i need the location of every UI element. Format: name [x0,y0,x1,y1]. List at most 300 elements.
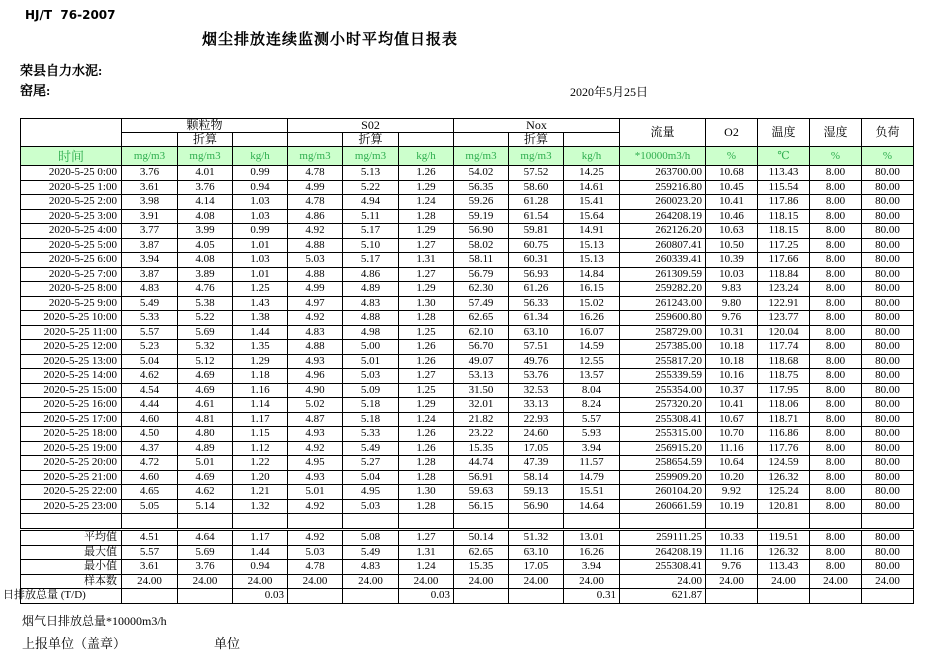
unit-header: mg/m3 [122,147,178,166]
value-cell: 8.00 [810,282,862,297]
value-cell: 56.93 [509,267,564,282]
value-cell: 4.88 [288,238,343,253]
value-cell: 80.00 [862,267,914,282]
value-cell: 12.55 [564,354,620,369]
data-row [21,354,914,369]
value-cell: 1.26 [399,354,454,369]
data-row [21,412,914,427]
value-cell: 10.33 [706,531,758,546]
summary-rows [3,531,914,604]
value-cell: 3.94 [122,253,178,268]
value-cell: 4.83 [343,296,399,311]
data-row [21,485,914,500]
time-cell: 2020-5-25 15:00 [21,383,122,398]
value-cell: 3.76 [178,180,233,195]
value-cell: 49.76 [509,354,564,369]
value-cell: 1.15 [233,427,288,442]
value-cell: 24.00 [706,574,758,589]
value-cell: 4.44 [122,398,178,413]
value-cell: 4.08 [178,253,233,268]
value-cell: 1.26 [399,166,454,181]
value-cell: 24.00 [862,574,914,589]
time-cell: 2020-5-25 16:00 [21,398,122,413]
value-cell: 60.31 [509,253,564,268]
value-cell [509,514,564,529]
value-cell: 32.53 [509,383,564,398]
value-cell: 117.74 [758,340,810,355]
unit-header: mg/m3 [343,147,399,166]
time-cell: 2020-5-25 10:00 [21,311,122,326]
value-cell [810,514,862,529]
value-cell: 5.17 [343,224,399,239]
value-cell: 5.69 [178,545,233,560]
value-cell: 1.31 [399,253,454,268]
value-cell: 80.00 [862,311,914,326]
value-cell: 59.19 [454,209,509,224]
value-cell: 9.76 [706,311,758,326]
value-cell: 4.93 [288,470,343,485]
value-cell: 0.99 [233,166,288,181]
value-cell: 5.08 [343,531,399,546]
value-cell: 255339.59 [620,369,706,384]
summary-label-cell: 最小值 [21,560,122,575]
value-cell: 51.32 [509,531,564,546]
value-cell: 3.87 [122,238,178,253]
value-cell: 10.18 [706,340,758,355]
value-cell: 56.15 [454,499,509,514]
value-cell: 57.52 [509,166,564,181]
spacer-cell [288,133,343,147]
value-cell: 57.49 [454,296,509,311]
value-cell: 5.18 [343,398,399,413]
value-cell: 8.00 [810,369,862,384]
value-cell: 117.86 [758,195,810,210]
value-cell: 8.00 [810,195,862,210]
value-cell: 10.67 [706,412,758,427]
value-cell: 5.03 [288,545,343,560]
value-cell: 1.24 [399,412,454,427]
time-cell: 2020-5-25 19:00 [21,441,122,456]
time-cell: 2020-5-25 13:00 [21,354,122,369]
time-cell: 2020-5-25 4:00 [21,224,122,239]
value-cell: 1.38 [233,311,288,326]
value-cell: 4.01 [178,166,233,181]
value-cell: 10.39 [706,253,758,268]
value-cell: 4.92 [288,531,343,546]
value-cell: 5.01 [343,354,399,369]
value-cell: 259216.80 [620,180,706,195]
value-cell: 9.80 [706,296,758,311]
value-cell: 60.75 [509,238,564,253]
value-cell: 0.31 [564,589,620,604]
value-cell: 258729.00 [620,325,706,340]
unit-header: mg/m3 [454,147,509,166]
value-cell: 49.07 [454,354,509,369]
value-cell: 259111.25 [620,531,706,546]
value-cell: 47.39 [509,456,564,471]
value-cell: 57.51 [509,340,564,355]
value-cell: 58.11 [454,253,509,268]
value-cell: 118.06 [758,398,810,413]
value-cell: 4.89 [343,282,399,297]
value-cell: 4.99 [288,282,343,297]
value-cell: 1.27 [399,531,454,546]
unit-header: % [862,147,914,166]
header-row-groups [21,119,914,133]
value-cell: 80.00 [862,340,914,355]
value-cell: 4.93 [288,427,343,442]
value-cell: 255308.41 [620,560,706,575]
value-cell: 11.16 [706,441,758,456]
value-cell: 264208.19 [620,209,706,224]
value-cell [862,589,914,604]
value-cell: 80.00 [862,427,914,442]
value-cell: 11.16 [706,545,758,560]
converted-header: 折算 [178,133,233,147]
value-cell: 5.04 [343,470,399,485]
time-cell: 2020-5-25 3:00 [21,209,122,224]
value-cell: 61.26 [509,282,564,297]
value-cell: 8.00 [810,412,862,427]
value-cell: 4.64 [178,531,233,546]
value-cell: 1.29 [399,180,454,195]
value-cell: 4.78 [288,560,343,575]
value-cell: 4.87 [288,412,343,427]
value-cell: 117.66 [758,253,810,268]
value-cell: 32.01 [454,398,509,413]
value-cell: 256915.20 [620,441,706,456]
value-cell: 1.14 [233,398,288,413]
value-cell: 4.76 [178,282,233,297]
value-cell: 4.69 [178,383,233,398]
value-cell: 8.00 [810,456,862,471]
unit-header: mg/m3 [509,147,564,166]
value-cell: 80.00 [862,412,914,427]
value-cell: 1.27 [399,369,454,384]
value-cell: 5.27 [343,456,399,471]
value-cell: 5.11 [343,209,399,224]
value-cell: 1.26 [399,427,454,442]
value-cell: 3.94 [564,560,620,575]
value-cell [178,589,233,604]
value-cell [862,514,914,529]
value-cell: 24.00 [454,574,509,589]
value-cell: 8.00 [810,166,862,181]
value-cell: 4.65 [122,485,178,500]
value-cell: 4.88 [288,267,343,282]
value-cell: 1.30 [399,296,454,311]
value-cell: 5.69 [178,325,233,340]
value-cell: 10.18 [706,354,758,369]
spacer-cell [564,133,620,147]
value-cell: 8.00 [810,531,862,546]
value-cell: 4.83 [122,282,178,297]
value-cell: 8.04 [564,383,620,398]
value-cell: 8.00 [810,427,862,442]
value-cell: 24.00 [620,574,706,589]
time-cell: 2020-5-25 22:00 [21,485,122,500]
value-cell: 1.28 [399,209,454,224]
value-cell: 54.02 [454,166,509,181]
value-cell: 62.30 [454,282,509,297]
value-cell [454,589,509,604]
value-cell [758,514,810,529]
value-cell: 15.35 [454,441,509,456]
value-cell: 5.10 [343,238,399,253]
spacer-cell [233,133,288,147]
value-cell: 1.28 [399,311,454,326]
value-cell: 17.05 [509,560,564,575]
value-cell: 80.00 [862,224,914,239]
unit-header: *10000m3/h [620,147,706,166]
value-cell: 5.57 [122,325,178,340]
time-cell [21,514,122,529]
time-header-spacer [21,119,122,147]
value-cell: 1.01 [233,238,288,253]
value-cell: 1.44 [233,545,288,560]
value-cell: 63.10 [509,545,564,560]
value-cell: 1.21 [233,485,288,500]
data-row [21,383,914,398]
value-cell: 24.00 [810,574,862,589]
value-cell: 31.50 [454,383,509,398]
value-cell: 10.31 [706,325,758,340]
value-cell: 59.63 [454,485,509,500]
data-row [21,398,914,413]
value-cell: 117.95 [758,383,810,398]
value-cell: 8.00 [810,209,862,224]
value-cell: 3.61 [122,560,178,575]
value-cell: 4.93 [288,354,343,369]
value-cell: 56.90 [454,224,509,239]
value-cell: 80.00 [862,325,914,340]
value-cell: 4.83 [343,560,399,575]
data-row [21,369,914,384]
value-cell: 8.00 [810,224,862,239]
value-cell: 80.00 [862,369,914,384]
value-cell: 1.03 [233,253,288,268]
value-cell [399,514,454,529]
value-cell: 10.37 [706,383,758,398]
summary-row [21,531,914,546]
time-header: 时间 [21,147,122,166]
value-cell: 5.01 [178,456,233,471]
value-cell: 1.27 [399,267,454,282]
data-row [21,224,914,239]
value-cell: 260023.20 [620,195,706,210]
value-cell: 8.00 [810,180,862,195]
value-cell: 5.13 [343,166,399,181]
value-cell: 1.29 [399,398,454,413]
value-cell: 1.27 [399,238,454,253]
value-cell: 1.17 [233,412,288,427]
value-cell: 8.00 [810,470,862,485]
value-cell: 4.69 [178,369,233,384]
value-cell: 10.45 [706,180,758,195]
time-cell: 2020-5-25 20:00 [21,456,122,471]
value-cell: 259909.20 [620,470,706,485]
value-cell: 260807.41 [620,238,706,253]
value-cell: 8.24 [564,398,620,413]
value-cell: 9.76 [706,560,758,575]
value-cell: 10.16 [706,369,758,384]
value-cell: 116.86 [758,427,810,442]
value-cell: 56.33 [509,296,564,311]
value-cell: 62.65 [454,545,509,560]
value-cell: 1.17 [233,531,288,546]
value-cell: 4.51 [122,531,178,546]
value-cell: 5.03 [343,369,399,384]
value-cell: 59.81 [509,224,564,239]
value-cell: 10.19 [706,499,758,514]
value-cell: 4.92 [288,499,343,514]
value-cell: 80.00 [862,282,914,297]
value-cell: 8.00 [810,325,862,340]
value-cell: 4.69 [178,470,233,485]
data-row [21,427,914,442]
value-cell: 5.17 [343,253,399,268]
time-cell: 2020-5-25 21:00 [21,470,122,485]
value-cell [233,514,288,529]
value-cell: 1.01 [233,267,288,282]
value-cell: 4.95 [343,485,399,500]
value-cell: 9.83 [706,282,758,297]
value-cell: 113.43 [758,166,810,181]
value-cell: 255315.00 [620,427,706,442]
value-cell: 8.00 [810,485,862,500]
value-cell: 80.00 [862,180,914,195]
col-header-humidity: 湿度 [810,119,862,147]
value-cell: 263700.00 [620,166,706,181]
value-cell: 24.00 [178,574,233,589]
data-row [21,311,914,326]
value-cell: 4.92 [288,224,343,239]
value-cell: 261309.59 [620,267,706,282]
col-group-so2: S02 [288,119,454,133]
value-cell: 4.88 [343,311,399,326]
value-cell: 1.29 [233,354,288,369]
time-cell: 2020-5-25 23:00 [21,499,122,514]
value-cell: 4.62 [122,369,178,384]
value-cell: 1.30 [399,485,454,500]
value-cell: 8.00 [810,267,862,282]
value-cell: 14.84 [564,267,620,282]
value-cell: 123.24 [758,282,810,297]
value-cell: 10.50 [706,238,758,253]
value-cell: 8.00 [810,398,862,413]
value-cell: 8.00 [810,253,862,268]
data-row [21,209,914,224]
value-cell: 4.80 [178,427,233,442]
data-row [21,180,914,195]
value-cell: 118.84 [758,267,810,282]
unit-header: ℃ [758,147,810,166]
converted-header: 折算 [509,133,564,147]
value-cell: 120.81 [758,499,810,514]
value-cell: 10.64 [706,456,758,471]
value-cell: 119.51 [758,531,810,546]
value-cell: 80.00 [862,166,914,181]
value-cell: 8.00 [810,311,862,326]
data-row [21,282,914,297]
total-label-cell: 日排放总量 (T/D) [21,589,122,604]
value-cell [122,514,178,529]
value-cell: 258654.59 [620,456,706,471]
value-cell: 5.38 [178,296,233,311]
value-cell: 14.64 [564,499,620,514]
value-cell: 80.00 [862,531,914,546]
value-cell: 24.00 [288,574,343,589]
value-cell: 1.43 [233,296,288,311]
value-cell [454,514,509,529]
value-cell: 4.60 [122,470,178,485]
value-cell: 14.79 [564,470,620,485]
col-group-nox: Nox [454,119,620,133]
value-cell: 259282.20 [620,282,706,297]
value-cell [620,514,706,529]
time-cell: 2020-5-25 11:00 [21,325,122,340]
value-cell: 123.77 [758,311,810,326]
time-cell: 2020-5-25 12:00 [21,340,122,355]
value-cell: 1.25 [399,383,454,398]
value-cell: 1.18 [233,369,288,384]
value-cell: 4.05 [178,238,233,253]
value-cell: 4.78 [288,166,343,181]
value-cell: 118.15 [758,224,810,239]
value-cell: 5.22 [343,180,399,195]
value-cell: 126.32 [758,470,810,485]
value-cell: 0.94 [233,180,288,195]
unit-header: mg/m3 [178,147,233,166]
value-cell: 3.99 [178,224,233,239]
value-cell: 8.00 [810,354,862,369]
value-cell: 8.00 [810,441,862,456]
value-cell: 3.87 [122,267,178,282]
summary-table [3,530,914,604]
value-cell: 24.00 [564,574,620,589]
value-cell: 61.54 [509,209,564,224]
value-cell: 53.13 [454,369,509,384]
value-cell: 0.99 [233,224,288,239]
value-cell: 56.91 [454,470,509,485]
value-cell: 3.89 [178,267,233,282]
value-cell: 80.00 [862,560,914,575]
empty-row [21,514,914,529]
value-cell [343,514,399,529]
value-cell: 0.03 [233,589,288,604]
value-cell: 1.03 [233,195,288,210]
value-cell: 122.91 [758,296,810,311]
value-cell: 5.14 [178,499,233,514]
value-cell: 58.02 [454,238,509,253]
value-cell: 10.41 [706,398,758,413]
value-cell: 5.09 [343,383,399,398]
value-cell: 118.71 [758,412,810,427]
value-cell: 24.00 [399,574,454,589]
value-cell: 80.00 [862,195,914,210]
value-cell: 4.86 [343,267,399,282]
value-cell: 4.60 [122,412,178,427]
value-cell: 1.25 [233,282,288,297]
data-row [21,441,914,456]
time-cell: 2020-5-25 0:00 [21,166,122,181]
value-cell: 8.00 [810,560,862,575]
value-cell: 5.57 [564,412,620,427]
value-cell: 264208.19 [620,545,706,560]
value-cell: 16.26 [564,311,620,326]
value-cell: 118.15 [758,209,810,224]
value-cell: 56.70 [454,340,509,355]
